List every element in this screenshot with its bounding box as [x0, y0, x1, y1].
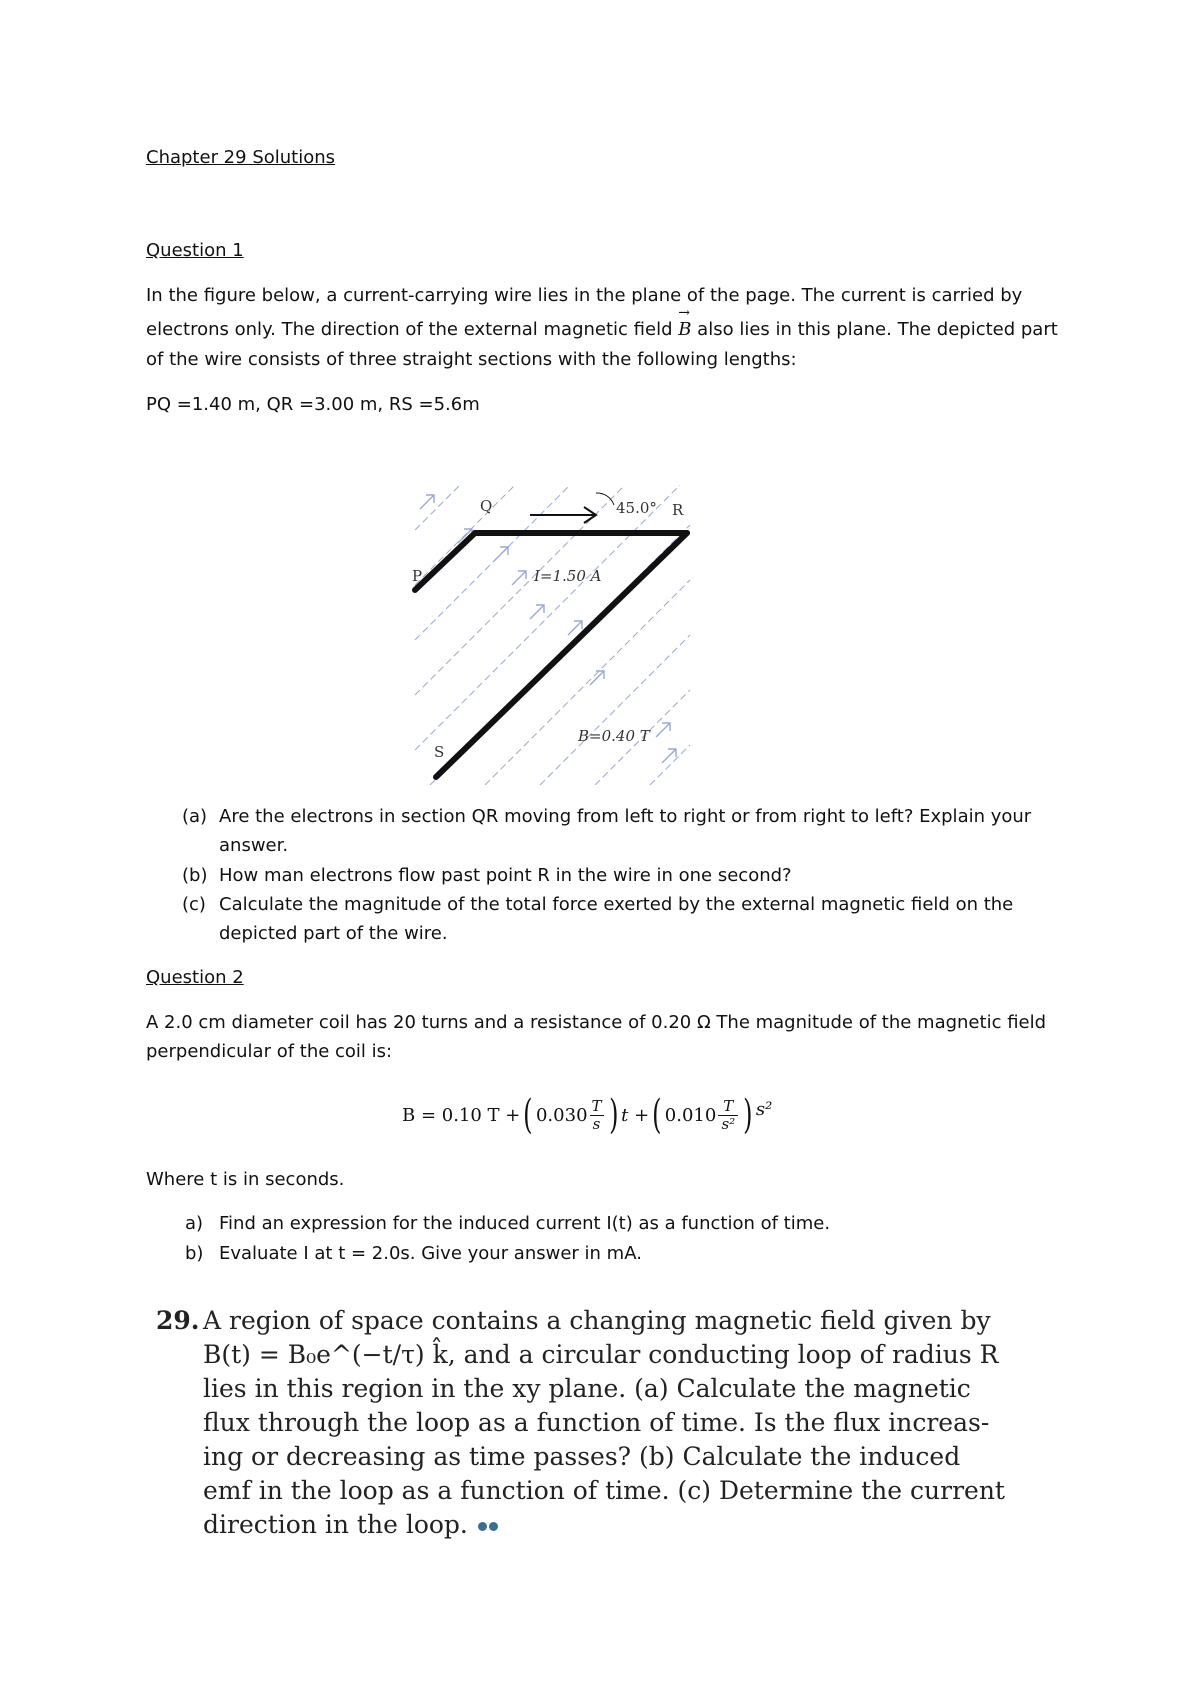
q1-intro-line-2: [146, 305, 1058, 340]
question-1-heading: Question 1: [146, 240, 244, 261]
q1-part-c-text-1: Calculate the magnitude of the total force exerted by the external magnetic field on the: [219, 894, 1014, 915]
label-p: P: [412, 567, 423, 585]
field-label: B=0.40 T: [578, 727, 650, 745]
angle-label: 45.0°: [616, 499, 657, 517]
q1-intro-line-3: of the wire consists of three straight sections with the following lengths:: [146, 349, 797, 370]
eq-paren-close-1: ): [608, 1092, 619, 1138]
problem-29-line-4: flux through the loop as a function of time. Is the flux increas-: [203, 1408, 990, 1437]
eq-paren-close-2: ): [743, 1092, 753, 1138]
eq-mid: t +: [621, 1104, 650, 1126]
label-r: R: [672, 501, 684, 519]
label-q: Q: [480, 497, 493, 515]
current-label: I=1.50 A: [534, 567, 602, 585]
problem-29-line-5: ing or decreasing as time passes? (b) Calculate the induced: [203, 1442, 961, 1471]
label-s: S: [434, 743, 445, 761]
q2-part-b-text: Evaluate I at t = 2.0s. Give your answer in mA.: [219, 1243, 642, 1264]
eq-lhs: B = 0.10 T +: [402, 1104, 521, 1126]
q1-intro-line-1: In the figure below, a current-carrying wire lies in the plane of the page. The current is carried by: [146, 285, 1023, 306]
field-equation: [402, 1085, 772, 1145]
problem-29-line-2: B(t) = B₀e^(−t/τ) k̂, and a circular conducting loop of radius R: [203, 1340, 999, 1369]
q1-lengths: PQ =1.40 m, QR =3.00 m, RS =5.6m: [146, 394, 480, 415]
q2-part-a-text: Find an expression for the induced current I(t) as a function of time.: [219, 1213, 831, 1234]
eq-paren-open-2: (: [652, 1092, 662, 1138]
problem-29-line-6: emf in the loop as a function of time. (c) Determine the current: [203, 1476, 1005, 1505]
vector-b-symbol: → B: [678, 305, 692, 340]
q1-intro-line-2c: also lies in this plane. The depicted part: [691, 319, 1058, 340]
q1-part-a-label: (a): [182, 806, 208, 827]
problem-29-number: 29.: [156, 1306, 200, 1335]
eq-coef-1: 0.030: [535, 1104, 588, 1126]
vector-arrow-icon: →: [678, 305, 690, 321]
q1-intro-line-2a: electrons only. The direction of the external magnetic field: [146, 319, 679, 340]
eq-tail: s²: [755, 1098, 773, 1120]
problem-29-line-3: lies in this region in the xy plane. (a) Calculate the magnetic: [203, 1374, 971, 1403]
q1-part-a-text-1: Are the electrons in section QR moving from left to right or from right to left? Explain your: [219, 806, 1032, 827]
current-arrow-icon: [530, 507, 596, 523]
page-title: Chapter 29 Solutions: [146, 147, 336, 168]
q2-intro-line-2: perpendicular of the coil is:: [146, 1041, 393, 1062]
difficulty-dot-icon: [489, 1522, 498, 1531]
q2-part-b-label: b): [185, 1243, 204, 1264]
difficulty-dot-icon: [478, 1522, 487, 1531]
q1-part-a-text-2: answer.: [219, 835, 289, 856]
q2-intro-line-1: A 2.0 cm diameter coil has 20 turns and a resistance of 0.20 Ω The magnitude of the magnetic field: [146, 1012, 1047, 1033]
eq-fraction-2: T s²: [718, 1098, 738, 1133]
q2-part-a-label: a): [185, 1213, 204, 1234]
q2-where: Where t is in seconds.: [146, 1169, 345, 1190]
q1-part-c-text-2: depicted part of the wire.: [219, 923, 448, 944]
problem-29-line-1: A region of space contains a changing magnetic field given by: [203, 1306, 991, 1335]
wire-figure: [400, 485, 720, 785]
question-2-heading: Question 2: [146, 967, 244, 988]
eq-fraction-1: T s: [591, 1096, 602, 1133]
q1-part-b-label: (b): [182, 865, 208, 886]
q1-part-b-text-1: How man electrons flow past point R in the wire in one second?: [219, 865, 792, 886]
q1-part-c-label: (c): [182, 894, 206, 915]
problem-29-line-7: direction in the loop.: [203, 1510, 498, 1539]
eq-coef-2: 0.010: [664, 1104, 717, 1126]
eq-paren-open-1: (: [523, 1092, 533, 1138]
